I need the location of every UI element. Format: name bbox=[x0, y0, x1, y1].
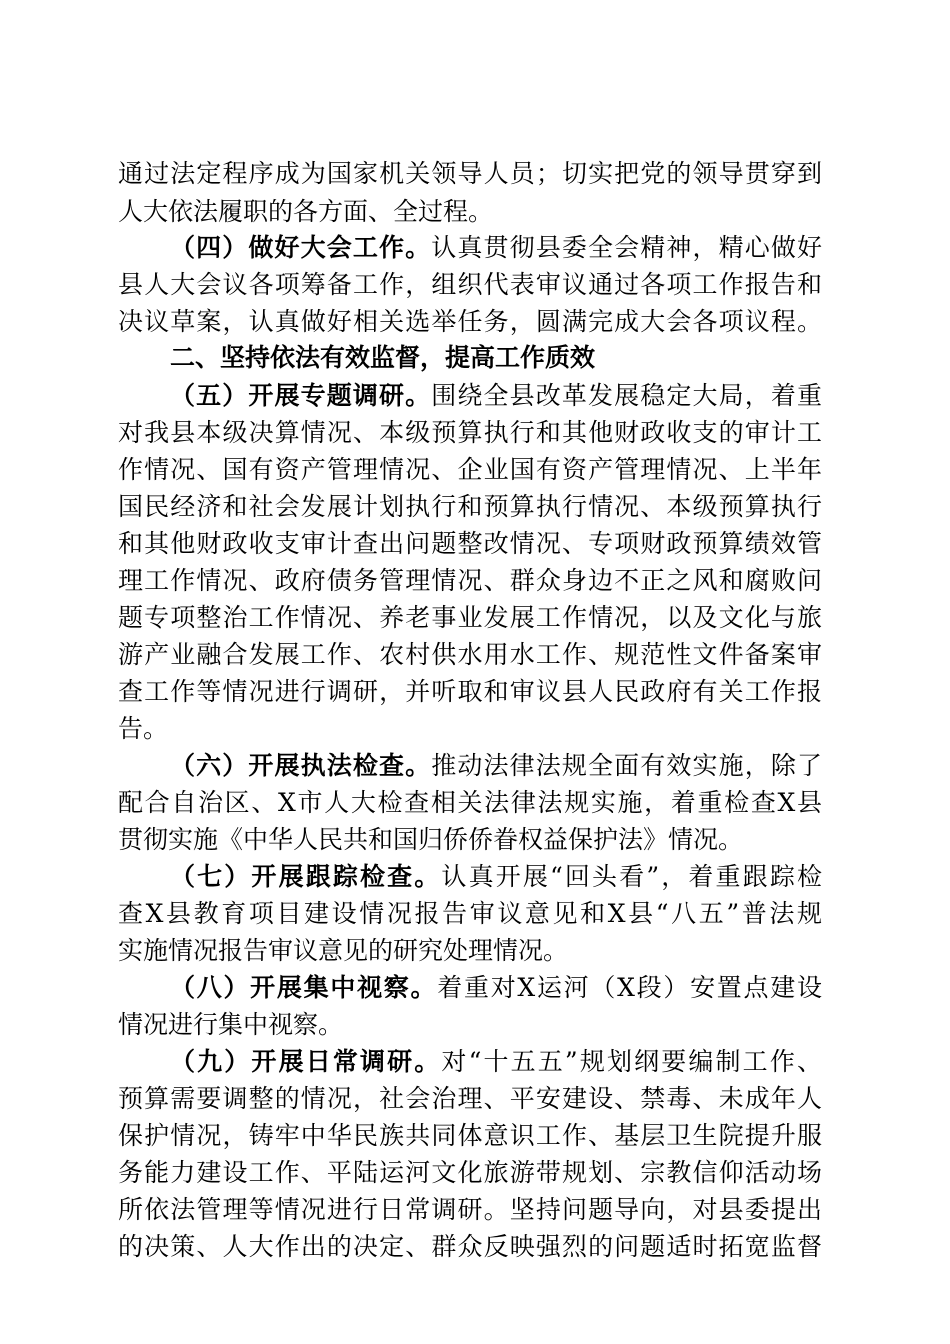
text-line: 情况进行集中视察。 bbox=[118, 1010, 344, 1039]
text-line: 题专项整治工作情况、养老事业发展工作情况，以及文化与旅 bbox=[118, 603, 822, 632]
text-line: 通过法定程序成为国家机关领导人员；切实把党的领导贯穿到 bbox=[118, 159, 822, 188]
text-line: 的决策、人大作出的决定、群众反映强烈的问题适时拓宽监督 bbox=[118, 1232, 822, 1261]
text-line: 实施情况报告审议意见的研究处理情况。 bbox=[118, 936, 569, 965]
text-span: 对“十五五”规划纲要编制工作、 bbox=[441, 1047, 822, 1076]
text-span: 认真开展“回头看”，着重跟踪检 bbox=[441, 862, 822, 891]
text-span: 围绕全县改革发展稳定大局，着重 bbox=[431, 381, 822, 410]
text-line: 预算需要调整的情况，社会治理、平安建设、禁毒、未成年人 bbox=[118, 1084, 822, 1113]
text-span: 推动法律法规全面有效实施，除了 bbox=[431, 751, 822, 780]
text-line: 人大依法履职的各方面、全过程。 bbox=[118, 197, 494, 226]
text-line: 所依法管理等情况进行日常调研。坚持问题导向，对县委提出 bbox=[118, 1195, 822, 1224]
text-span: 着重对X运河（X段）安置点建设 bbox=[437, 973, 822, 1002]
text-line: 游产业融合发展工作、农村供水用水工作、规范性文件备案审 bbox=[118, 640, 822, 669]
text-line: 和其他财政收支审计查出问题整改情况、专项财政预算绩效管 bbox=[118, 529, 822, 558]
section-lead: （四）做好大会工作。 bbox=[170, 233, 432, 262]
paragraph-line bbox=[170, 858, 822, 896]
text-line: 保护情况，铸牢中华民族共同体意识工作、基层卫生院提升服 bbox=[118, 1121, 822, 1150]
section-lead: （九）开展日常调研。 bbox=[170, 1047, 442, 1076]
text-span: 认真贯彻县委全会精神，精心做好 bbox=[431, 233, 822, 262]
paragraph-line bbox=[170, 1043, 822, 1081]
section-lead: （五）开展专题调研。 bbox=[170, 381, 432, 410]
text-line: 查X县教育项目建设情况报告审议意见和X县“八五”普法规 bbox=[118, 899, 822, 928]
text-line: 查工作等情况进行调研，并听取和审议县人民政府有关工作报 bbox=[118, 677, 822, 706]
paragraph-line bbox=[170, 747, 822, 785]
text-line: 作情况、国有资产管理情况、企业国有资产管理情况、上半年 bbox=[118, 455, 822, 484]
text-line: 务能力建设工作、平陆运河文化旅游带规划、宗教信仰活动场 bbox=[118, 1158, 822, 1187]
text-line: 对我县本级决算情况、本级预算执行和其他财政收支的审计工 bbox=[118, 418, 822, 447]
text-line: 国民经济和社会发展计划执行和预算执行情况、本级预算执行 bbox=[118, 492, 822, 521]
text-line: 配合自治区、X市人大检查相关法律法规实施，着重检查X县 bbox=[118, 788, 822, 817]
text-line: 决议草案，认真做好相关选举任务，圆满完成大会各项议程。 bbox=[118, 307, 822, 336]
section-lead: （六）开展执法检查。 bbox=[170, 751, 432, 780]
paragraph-line bbox=[170, 377, 822, 415]
text-line: 贯彻实施《中华人民共和国归侨侨眷权益保护法》情况。 bbox=[118, 825, 744, 854]
paragraph-line bbox=[170, 969, 822, 1007]
paragraph-line bbox=[170, 229, 822, 267]
text-line: 理工作情况、政府债务管理情况、群众身边不正之风和腐败问 bbox=[118, 566, 822, 595]
text-line: 县人大会议各项筹备工作，组织代表审议通过各项工作报告和 bbox=[118, 270, 822, 299]
section-lead: （八）开展集中视察。 bbox=[170, 973, 438, 1002]
text-line: 告。 bbox=[118, 714, 169, 743]
section-heading: 二、坚持依法有效监督，提高工作质效 bbox=[170, 343, 596, 372]
section-lead: （七）开展跟踪检查。 bbox=[170, 862, 442, 891]
